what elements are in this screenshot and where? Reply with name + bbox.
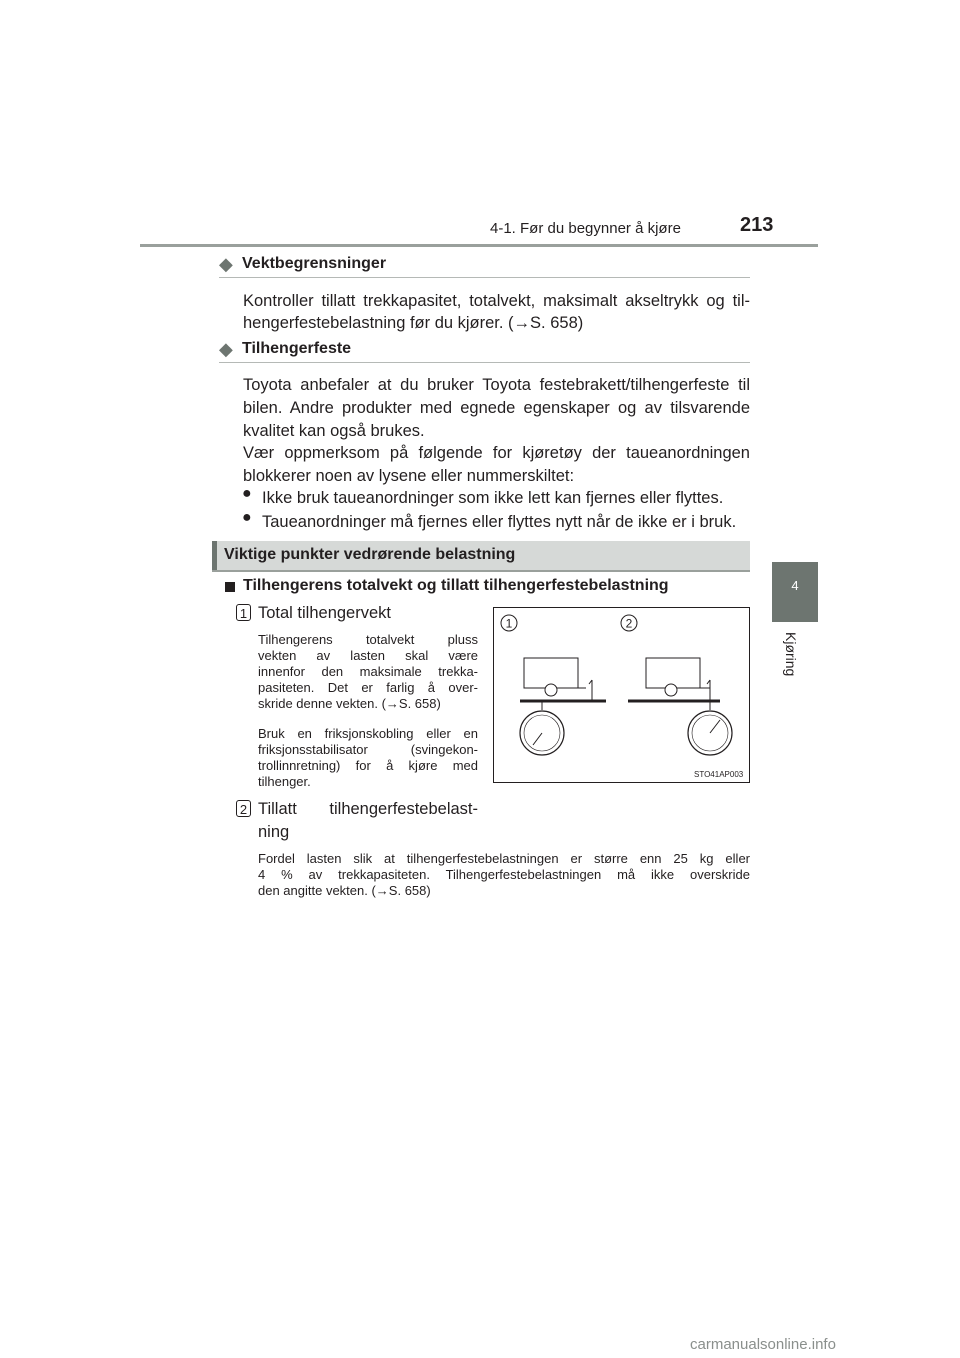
item-number-badge: 1 <box>236 604 251 621</box>
heading-rule <box>219 277 750 278</box>
hitch-bullet: Ikke bruk taueanordninger som ikke lett kan fjernes eller flyttes. <box>262 489 724 507</box>
watermark: carmanualsonline.info <box>690 1336 836 1353</box>
diamond-bullet-icon: ◆ <box>219 339 233 359</box>
heading-hitch: Tilhengerfeste <box>242 340 352 357</box>
item1-text-line: innenfor den maksimale trekka- <box>258 664 478 679</box>
item-number-badge: 2 <box>236 800 251 817</box>
item1-text-line: trollinnretning) for å kjøre med <box>258 758 478 773</box>
item2-title-line: Tillatt tilhengerfestebelast- <box>258 800 478 818</box>
hitch-text-line: kvalitet kan også brukes. <box>243 422 425 440</box>
hitch-bullet: Taueanordninger må fjernes eller flyttes nytt når de ikke er i bruk. <box>262 513 737 531</box>
item2-text-line: Fordel lasten slik at tilhengerfestebelastningen er større enn 25 kg eller <box>258 851 750 866</box>
svg-text:1: 1 <box>505 616 513 631</box>
item1-text-line: skride denne vekten. (→S. 658) <box>258 696 441 711</box>
item1-title: Total tilhengervekt <box>258 604 391 622</box>
item2-text-line: 4 % av trekkapasiteten. Tilhengerfestebelastningen må ikke overskride <box>258 867 750 882</box>
heading-rule <box>219 362 750 363</box>
diamond-bullet-icon: ◆ <box>219 254 233 274</box>
page-number: 213 <box>740 214 774 236</box>
item2-title-line: ning <box>258 823 290 841</box>
item1-text-line: pasiteten. Det er farlig å over- <box>258 680 478 695</box>
trailer-total-weight-drawing <box>520 658 606 755</box>
hitch-text-line: Toyota anbefaler at du bruker Toyota festebrakett/tilhengerfeste til <box>243 376 750 394</box>
item1-text-line: Tilhengerens totalvekt pluss <box>258 632 478 647</box>
item1-text-line: Bruk en friksjonskobling eller en <box>258 726 478 741</box>
hitch-text-line: Vær oppmerksom på følgende for kjøretøy der taueanordningen <box>243 444 750 462</box>
chapter-tab-label: Kjøring <box>783 632 799 677</box>
svg-text:2: 2 <box>625 616 633 631</box>
hitch-text-line: bilen. Andre produkter med egnede egenskaper og av tilsvarende <box>243 399 750 417</box>
loading-subheading: Tilhengerens totalvekt og tillatt tilhengerfestebelastning <box>243 577 669 594</box>
item1-text-line: friksjonsstabilisator (svingekon- <box>258 742 478 757</box>
figure-badge-1 <box>501 615 517 631</box>
section-bar-title: Viktige punkter vedrørende belastning <box>224 546 516 563</box>
heading-weight-limits: Vektbegrensninger <box>242 255 387 272</box>
figure-code: STO41AP003 <box>694 770 744 779</box>
chapter-tab-number: 4 <box>791 578 799 593</box>
square-bullet-icon <box>225 582 235 592</box>
bullet-dot-icon: ● <box>242 485 252 502</box>
trailer-weight-illustration <box>493 607 750 783</box>
header-section-title: 4-1. Før du begynner å kjøre <box>490 220 681 237</box>
item1-text-line: tilhenger. <box>258 774 311 789</box>
bullet-dot-icon: ● <box>242 509 252 526</box>
weight-limits-text-line: hengerfestebelastning før du kjører. (→S. 658) <box>243 314 584 332</box>
item2-text-line: den angitte vekten. (→S. 658) <box>258 883 431 898</box>
figure-badge-2 <box>621 615 637 631</box>
tongue-weight-drawing <box>628 658 732 755</box>
header-divider <box>140 244 818 247</box>
hitch-text-line: blokkerer noen av lysene eller nummerskiltet: <box>243 467 575 485</box>
weight-limits-text-line: Kontroller tillatt trekkapasitet, totalvekt, maksimalt akseltrykk og til- <box>243 292 750 310</box>
trailer-scales-svg <box>494 608 749 782</box>
section-bar-rule <box>212 570 750 572</box>
item1-text-line: vekten av lasten skal være <box>258 648 478 663</box>
